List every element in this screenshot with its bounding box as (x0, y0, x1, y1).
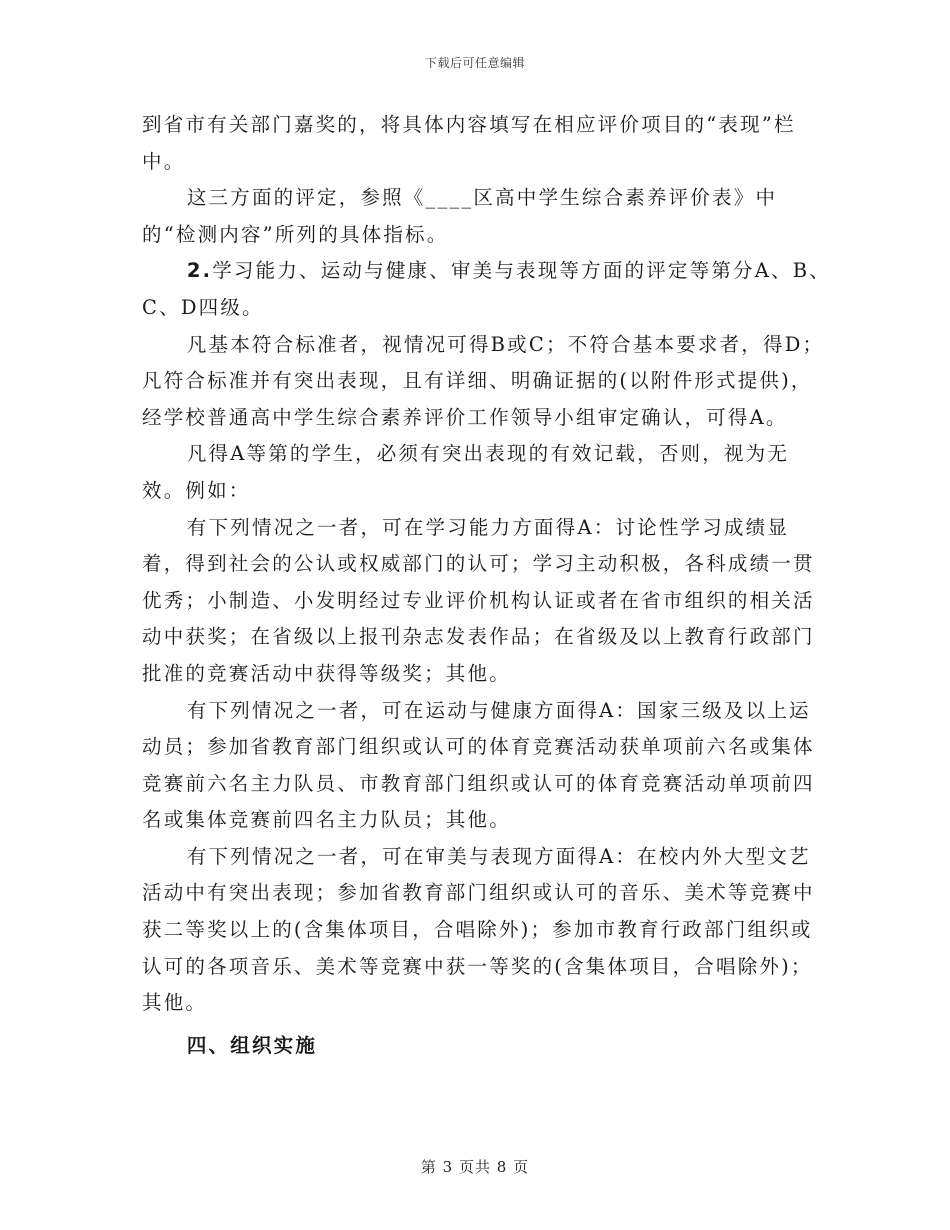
paragraph: 有下列情况之一者，可在运动与健康方面得A：国家三级及以上运动员；参加省教育部门组织或认可的体育竞赛活动获单项前六名或集体竞赛前六名主力队员、市教育部门组织或认可的体育竞赛活动单项前四名或集体竞赛前四名主力队员；其他。 (142, 698, 815, 832)
paragraph: 这三方面的评定，参照《____区高中学生综合素养评价表》中的“检测内容”所列的具体指标。 (142, 186, 778, 246)
paragraph: 有下列情况之一者，可在学习能力方面得A：讨论性学习成绩显着，得到社会的公认或权威部门的认可；学习主动积极，各科成绩一贯优秀；小制造、小发明经过专业评价机构认证或者在省市组织的相关活动中获奖；在省级以上报刊杂志发表作品；在省级及以上教育行政部门批准的竞赛活动中获得等级奖；其他。 (142, 515, 815, 685)
section-heading: 四、组织实施 (186, 1033, 318, 1057)
page-footer: 第 3 页共 8 页 (420, 1158, 530, 1176)
paragraph (142, 253, 832, 326)
list-number: 2. (186, 259, 213, 283)
paragraph-text: 学习能力、运动与健康、审美与表现等方面的评定等第分A、B、C、D四级。 (142, 259, 831, 319)
paragraph: 有下列情况之一者，可在审美与表现方面得A：在校内外大型文艺活动中有突出表现；参加省教育部门组织或认可的音乐、美术等竞赛中获二等奖以上的(含集体项目，合唱除外)；参加市教育行政部门组织或认可的各项音乐、美术等竞赛中获一等奖的(含集体项目，合唱除外)；其他。 (142, 844, 815, 1015)
paragraph: 到省市有关部门嘉奖的，将具体内容填写在相应评价项目的“表现”栏中。 (142, 113, 796, 173)
paragraph: 凡得A等第的学生，必须有突出表现的有效记载，否则，视为无效。例如： (142, 442, 790, 502)
document-body (142, 107, 832, 1064)
page-header: 下载后可任意编辑 (424, 56, 525, 70)
paragraph: 凡基本符合标准者，视情况可得B或C；不符合基本要求者，得D；凡符合标准并有突出表现，且有详细、明确证据的(以附件形式提供)，经学校普通高中学生综合素养评价工作领导小组审定确认，可得A。 (142, 332, 825, 429)
